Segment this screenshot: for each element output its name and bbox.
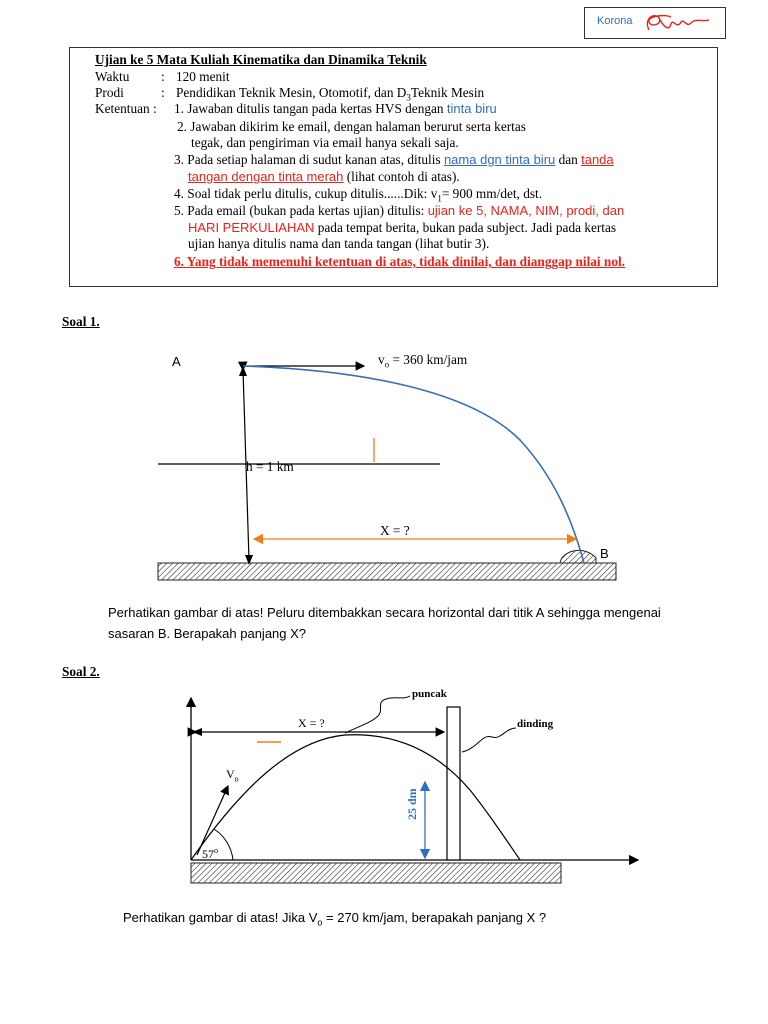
angle-label: 57$^o$ bbox=[202, 846, 218, 861]
rule-3b: tangan dengan tinta merah (lihat contoh di atas). bbox=[188, 169, 460, 184]
x-unknown-label-1: X = ? bbox=[380, 523, 410, 538]
soal-1-heading: Soal 1. bbox=[62, 314, 100, 329]
waktu-value: 120 menit bbox=[176, 69, 230, 84]
x-unknown-label-2: X = ? bbox=[298, 716, 325, 730]
rule-3a: 3. Pada setiap halaman di sudut kanan atas, ditulis nama dgn tinta biru dan tanda bbox=[174, 152, 614, 167]
exam-title: Ujian ke 5 Mata Kuliah Kinematika dan Dinamika Teknik bbox=[95, 52, 427, 67]
height-25dm-label: 25 dm bbox=[405, 788, 419, 820]
waktu-label: Waktu bbox=[95, 69, 130, 84]
v0-label-2: $V_o$ bbox=[226, 767, 239, 784]
soal-2-heading: Soal 2. bbox=[62, 664, 100, 679]
rule-5b: HARI PERKULIAHAN pada tempat berita, bukan pada subject. Jadi pada kertas bbox=[188, 220, 617, 235]
soal-1-question-1: Perhatikan gambar di atas! Peluru ditembakkan secara horizontal dari titik A sehingga mengenai bbox=[108, 605, 661, 620]
rule-6-warning: 6. Yang tidak memenuhi ketentuan di atas, tidak dinilai, dan dianggap nilai nol. bbox=[174, 254, 625, 269]
prodi-label: Prodi bbox=[95, 85, 124, 100]
rule-5c: ujian hanya ditulis nama dan tanda tangan (lihat butir 3). bbox=[188, 236, 490, 251]
waktu-sep: : bbox=[161, 69, 165, 84]
rule-2b: tegak, dan pengiriman via email hanya sekali saja. bbox=[191, 135, 459, 150]
dinding-label: dinding bbox=[517, 718, 554, 730]
puncak-label: puncak bbox=[412, 688, 447, 700]
soal-2-question: Perhatikan gambar di atas! Jika $V_o = 270$ km/jam, berapakah panjang X ? bbox=[123, 910, 547, 928]
soal-1-question-2: sasaran B. Berapakah panjang X? bbox=[108, 626, 307, 641]
ketentuan-label: Ketentuan : bbox=[95, 101, 157, 116]
rule-5a: 5. Pada email (bukan pada kertas ujian) ditulis: ujian ke 5, NAMA, NIM, prodi, dan bbox=[174, 203, 625, 218]
rule-1: 1. Jawaban ditulis tangan pada kertas HVS dengan tinta biru bbox=[174, 101, 497, 116]
point-b-label: B bbox=[600, 546, 609, 561]
brand-name: Korona bbox=[597, 15, 633, 27]
rule-4: 4. Soal tidak perlu ditulis, cukup ditulis......Dik: $v_1= 900$ mm/det, dst. bbox=[174, 186, 543, 204]
v0-label: $v_o = 360$ km/jam bbox=[378, 352, 468, 370]
point-a-label: A bbox=[172, 354, 181, 369]
height-label: h = 1 km bbox=[246, 459, 294, 474]
prodi-value: Pendidikan Teknik Mesin, Otomotif, dan $D_3Teknik$ Mesin bbox=[176, 85, 485, 103]
rule-2a: 2. Jawaban dikirim ke email, dengan halaman berurut serta kertas bbox=[177, 119, 526, 134]
prodi-sep: : bbox=[161, 85, 165, 100]
